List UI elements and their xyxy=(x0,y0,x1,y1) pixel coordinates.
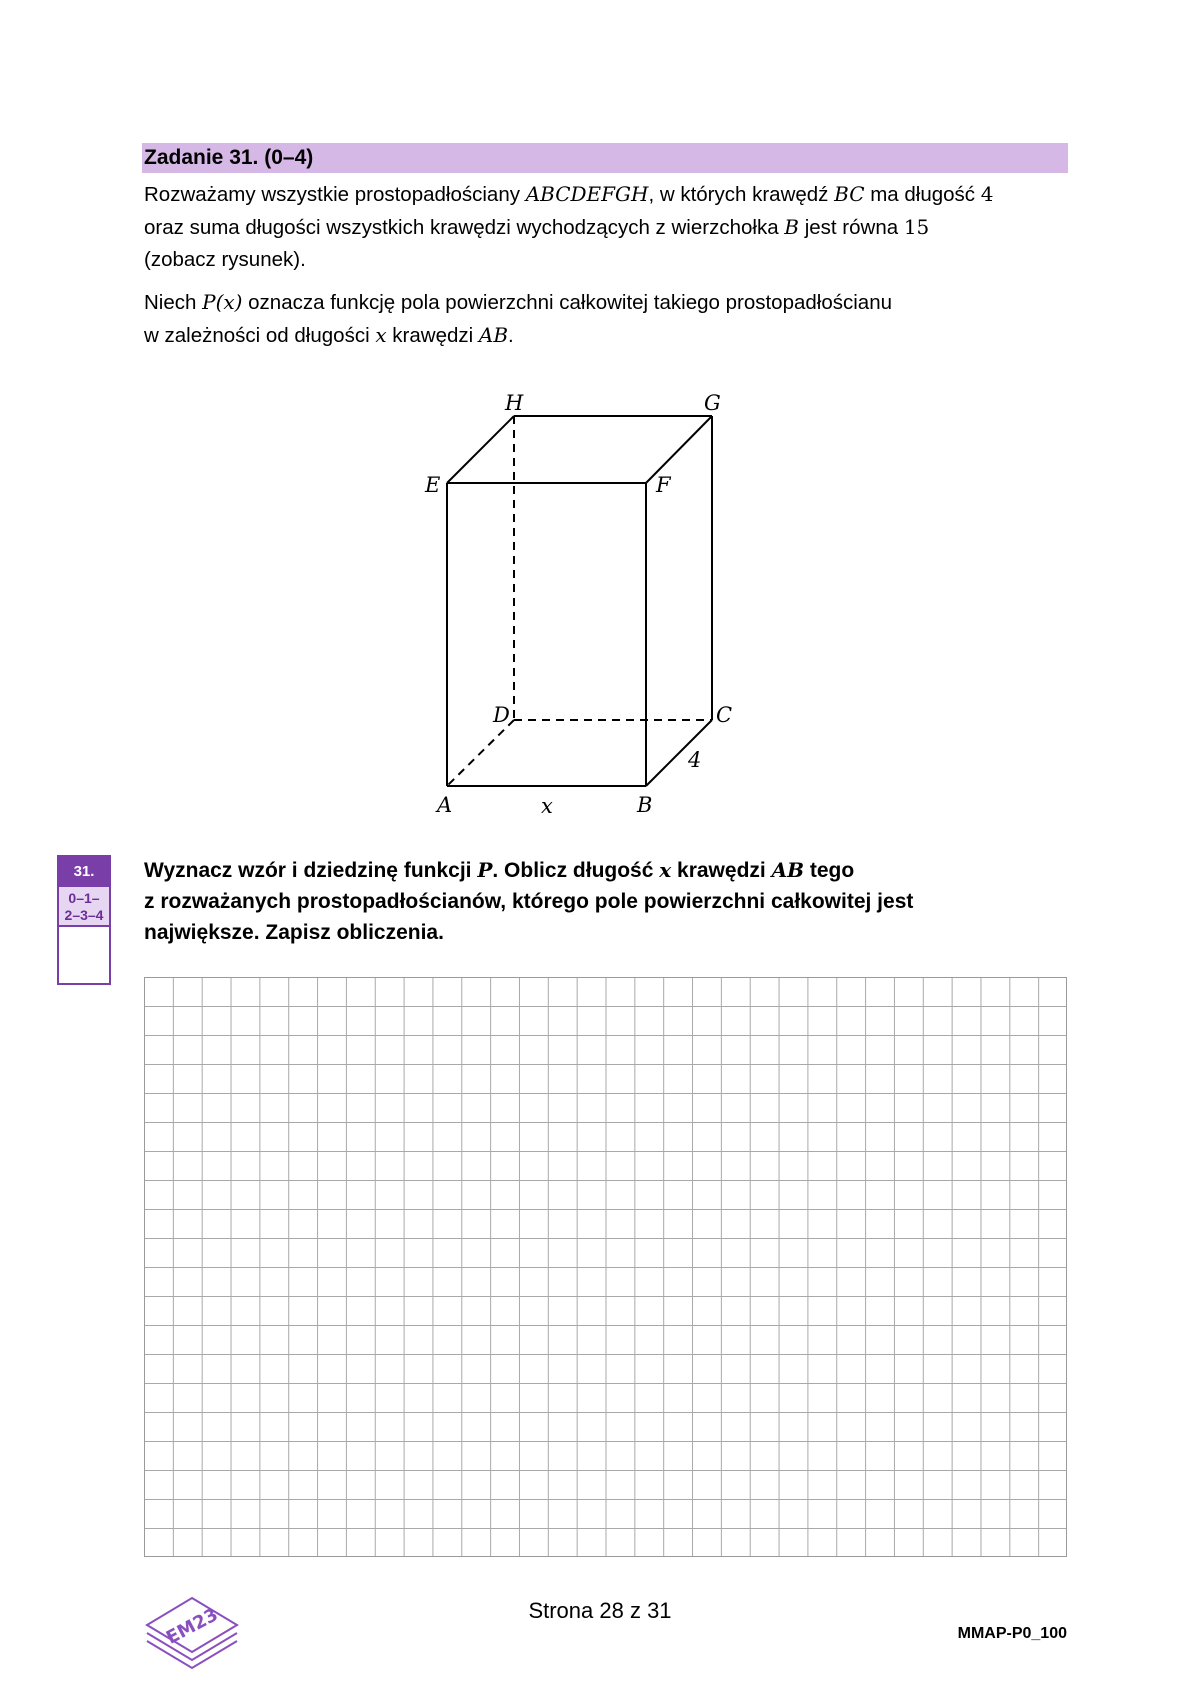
instruction xyxy=(144,855,913,948)
instruction-line-1: Wyznacz wzór i dziedzinę funkcji P. Oblicz długość x krawędzi AB tego xyxy=(144,858,855,882)
edge-DA xyxy=(447,720,514,786)
label-A: A xyxy=(437,793,453,817)
score-box xyxy=(57,855,111,985)
edge-CB xyxy=(646,720,712,786)
p2-line-2: w zależności od długości x krawędzi AB. xyxy=(144,323,514,347)
p1-line-2: oraz suma długości wszystkich krawędzi wychodzących z wierzchołka B jest równa 15 xyxy=(144,215,930,239)
answer-grid[interactable] xyxy=(144,977,1067,1557)
p2-line-1: Niech P(x) oznacza funkcję pola powierzchni całkowitej takiego prostopadłościanu xyxy=(144,290,892,314)
label-H: H xyxy=(505,391,524,415)
score-number: 31. xyxy=(59,857,109,887)
label-C: C xyxy=(716,703,733,727)
label-bc-length: 4 xyxy=(688,748,702,772)
label-D: D xyxy=(493,703,510,727)
label-ab-length: x xyxy=(541,794,553,818)
edge-EH xyxy=(447,416,514,483)
label-E: E xyxy=(425,473,441,497)
p1-line-1: Rozważamy wszystkie prostopadłościany ABCDEFGH, w których krawędź BC ma długość 4 xyxy=(144,182,994,206)
document-code: MMAP-P0_100 xyxy=(957,1625,1067,1642)
svg-text:EM23: EM23 xyxy=(162,1604,222,1649)
instruction-line-2: z rozważanych prostopadłościanów, którego pole powierzchni całkowitej jest xyxy=(144,890,914,913)
label-F: F xyxy=(656,473,671,497)
score-range: 0–1– 2–3–4 xyxy=(59,887,109,927)
p1-line-3: (zobacz rysunek). xyxy=(144,248,306,271)
page-number: Strona 28 z 31 xyxy=(528,1598,672,1623)
label-B: B xyxy=(637,793,653,817)
instruction-line-3: największe. Zapisz obliczenia. xyxy=(144,921,444,944)
label-G: G xyxy=(704,391,721,415)
task-title: Zadanie 31. (0–4) xyxy=(144,146,314,169)
